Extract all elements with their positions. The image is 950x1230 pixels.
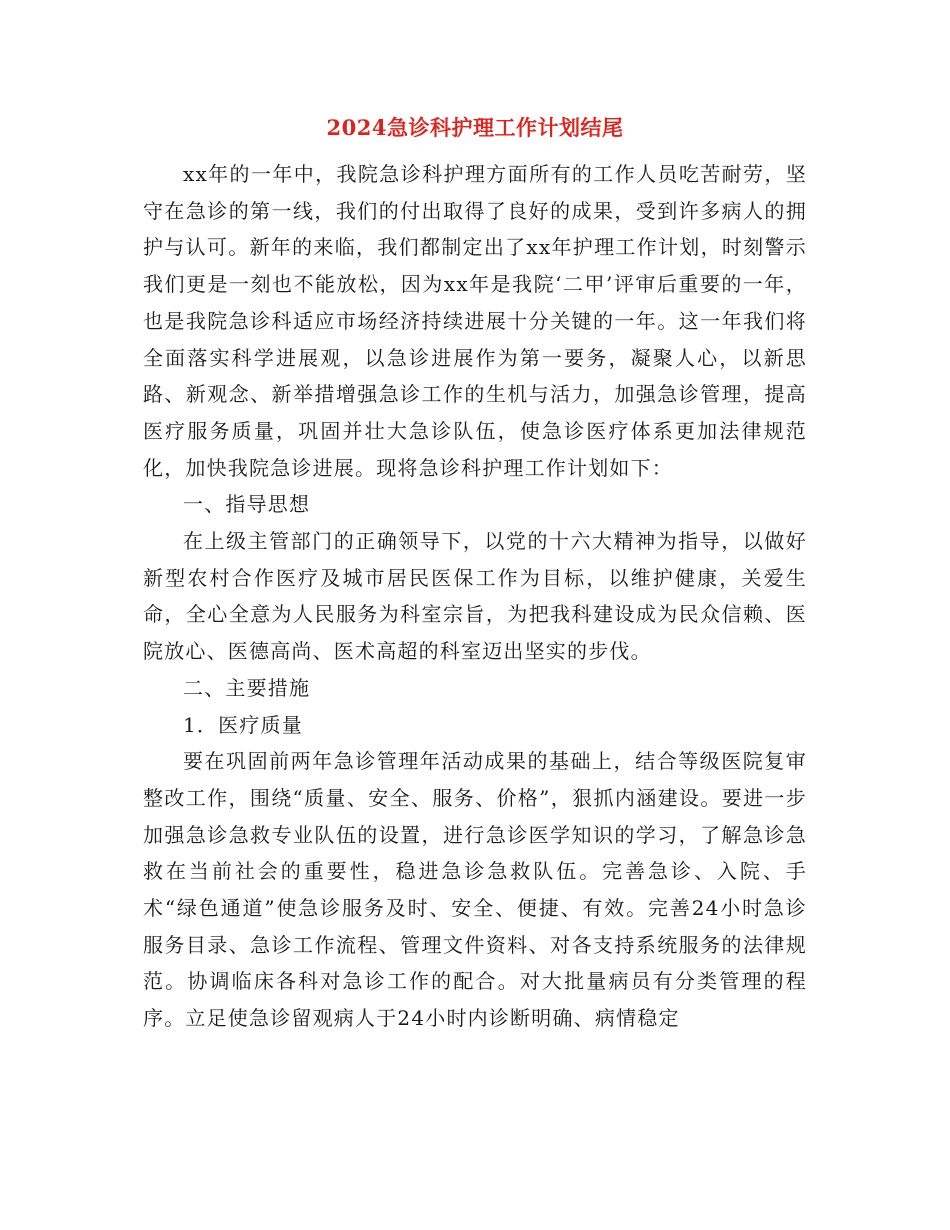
subheading-medical-quality: 1．医疗质量	[183, 712, 303, 737]
paragraph-medical-quality: 要在巩固前两年急诊管理年活动成果的基础上，结合等级医院复审整改工作，围绕“质量、安全、服务、价格”，狠抓内涵建设。要进一步加强急诊急救专业队伍的设置，进行急诊医学知识的学习，了解急诊急救在当前社会的重要性，稳进急诊急救队伍。完善急诊、入院、手术“绿色通道”使急诊服务及时、安全、便捷、有效。完善24小时急诊服务目录、急诊工作流程、管理文件资料、对各支持系统服务的法律规范。协调临床各科对急诊工作的配合。对大批量病员有分类管理的程序。立足使急诊留观病人于24小时内诊断明确、病情稳定	[143, 749, 807, 1031]
paragraph-guiding-ideology: 在上级主管部门的正确领导下，以党的十六大精神为指导，以做好新型农村合作医疗及城市居民医保工作为目标，以维护健康，关爱生命，全心全意为人民服务为科室宗旨，为把我科建设成为民众信赖、医院放心、医德高尚、医术高超的科室迈出坚实的步伐。	[143, 529, 807, 664]
section-heading-guiding-ideology: 一、指导思想	[183, 492, 311, 517]
document-title: 2024急诊科护理工作计划结尾	[326, 115, 624, 140]
section-heading-main-measures: 二、主要措施	[183, 675, 311, 700]
paragraph-intro: xx年的一年中，我院急诊科护理方面所有的工作人员吃苦耐劳，坚守在急诊的第一线，我们的付出取得了良好的成果，受到许多病人的拥护与认可。新年的来临，我们都制定出了xx年护理工作计划，时刻警示我们更是一刻也不能放松，因为xx年是我院‘二甲’评审后重要的一年，也是我院急诊科适应市场经济持续进展十分关键的一年。这一年我们将全面落实科学进展观，以急诊进展作为第一要务，凝聚人心，以新思路、新观念、新举措增强急诊工作的生机与活力，加强急诊管理，提高医疗服务质量，巩固并壮大急诊队伍，使急诊医疗体系更加法律规范化，加快我院急诊进展。现将急诊科护理工作计划如下：	[143, 162, 807, 480]
document-body	[143, 156, 807, 1037]
